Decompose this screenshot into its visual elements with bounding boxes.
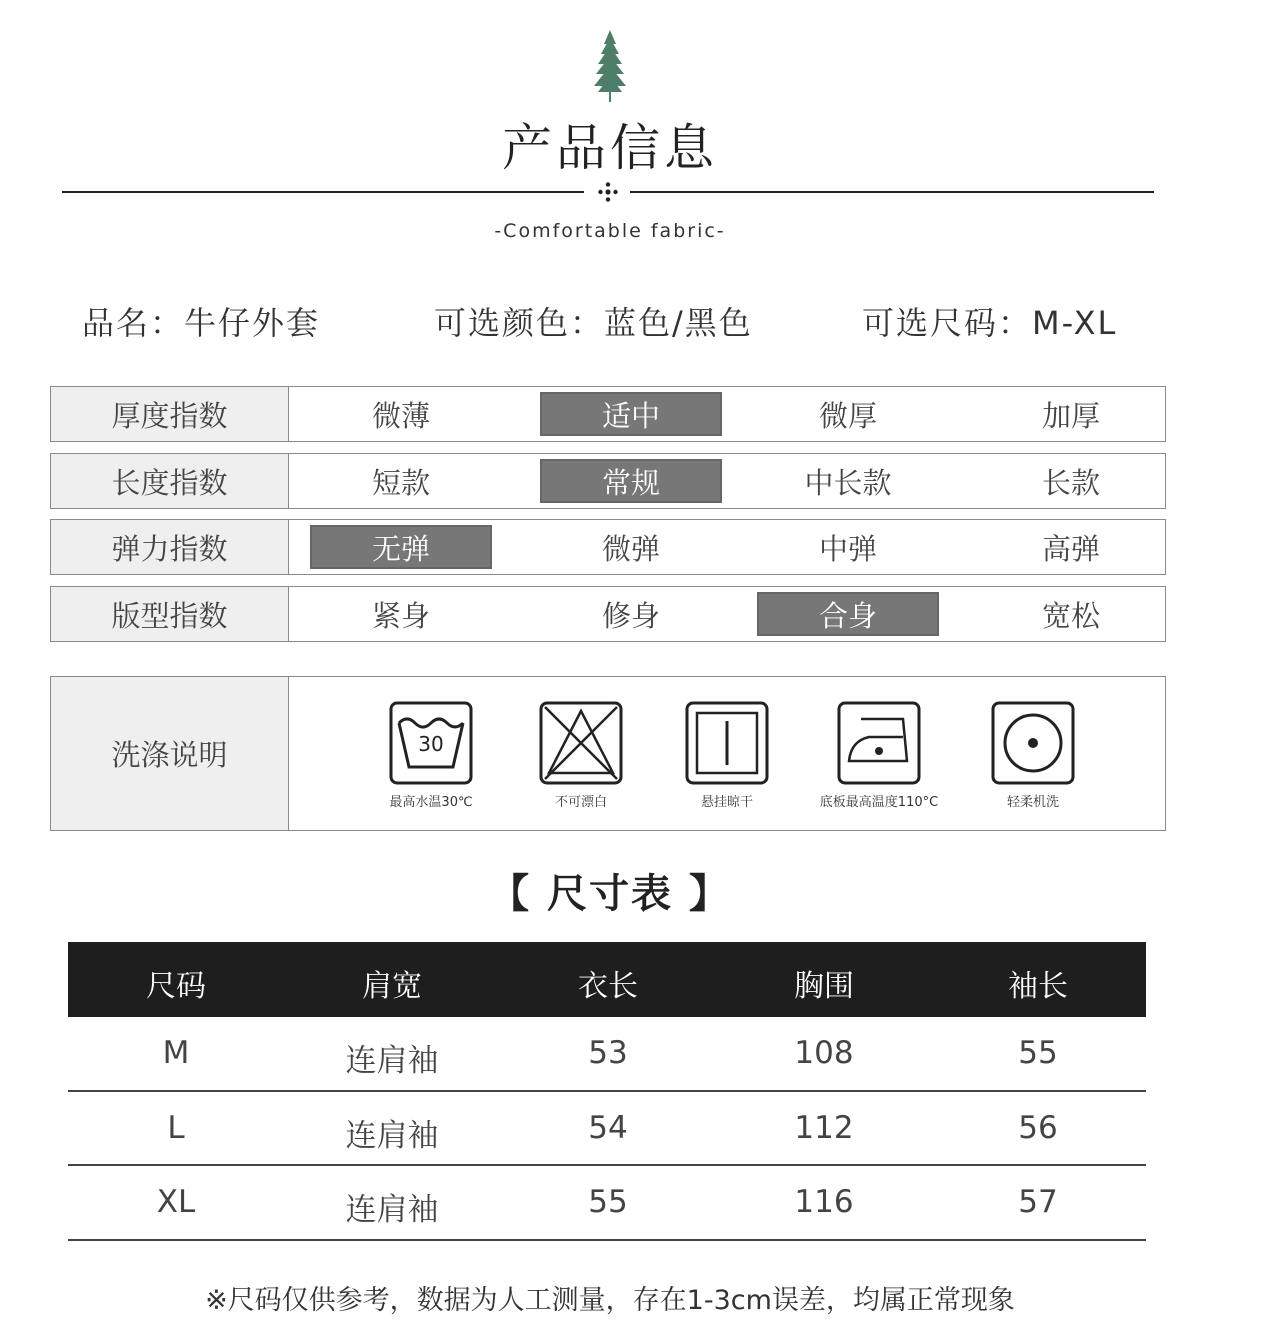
table-cell: 连肩袖: [345, 1043, 439, 1079]
diamond-ornament-icon: [596, 180, 620, 204]
wash-item: [963, 701, 1103, 810]
svg-text:30: 30: [418, 732, 444, 756]
iron-icon: [837, 701, 921, 785]
page-subtitle: -Comfortable fabric-: [494, 220, 726, 242]
table-row: [68, 1017, 1146, 1091]
index-option: 高弹: [1041, 531, 1100, 566]
index-option-selected: 合身: [757, 592, 939, 636]
product-name: 品名：牛仔外套: [82, 304, 321, 342]
index-option: 紧身: [371, 598, 430, 633]
index-option-selected: 无弹: [310, 525, 492, 569]
divider-line-left: [62, 191, 584, 193]
index-label: 长度指数: [51, 454, 289, 508]
divider-line-right: [630, 191, 1154, 193]
length-index-row: [50, 453, 1166, 509]
elasticity-index-row: [50, 519, 1166, 575]
wash-item: [361, 701, 501, 810]
table-cell: 57: [1018, 1184, 1058, 1220]
table-cell: 54: [588, 1110, 628, 1146]
product-sizes: 可选尺码：M-XL: [862, 304, 1118, 342]
wash-caption: 悬挂晾干: [700, 795, 753, 810]
index-option: 修身: [601, 598, 660, 633]
wash-caption: 不可漂白: [554, 795, 607, 810]
hang-dry-icon: [685, 701, 769, 785]
index-option: 微薄: [371, 398, 430, 433]
index-label: 弹力指数: [51, 520, 289, 574]
header-cell: 肩宽: [362, 969, 422, 1004]
table-cell: M: [162, 1035, 190, 1071]
fit-index-row: [50, 586, 1166, 642]
wash-item: [809, 701, 949, 810]
table-cell: 108: [794, 1035, 854, 1071]
wash-caption: 最高水温30℃: [389, 795, 473, 810]
size-table-title: 【 尺寸表 】: [489, 871, 731, 917]
wash-30-icon: [389, 701, 473, 785]
tree-icon: [588, 28, 632, 104]
size-table-header: [68, 942, 1146, 1017]
table-cell: 56: [1018, 1110, 1058, 1146]
index-option: 中弹: [818, 531, 877, 566]
page-title: 产品信息: [502, 119, 718, 177]
header-cell: 尺码: [146, 969, 206, 1004]
table-cell: 116: [794, 1184, 854, 1220]
index-option-selected: 常规: [540, 459, 722, 503]
header-cell: 衣长: [578, 969, 638, 1004]
wash-instructions: [50, 676, 1166, 831]
wash-caption: 底板最高温度110°C: [819, 795, 939, 810]
index-label: 厚度指数: [51, 387, 289, 441]
no-bleach-icon: [539, 701, 623, 785]
gentle-machine-wash-icon: [991, 701, 1075, 785]
index-option-selected: 适中: [540, 392, 722, 436]
thickness-index-row: [50, 386, 1166, 442]
index-option: 微弹: [601, 531, 660, 566]
index-option: 微厚: [818, 398, 877, 433]
index-option: 长款: [1041, 465, 1100, 500]
table-cell: 连肩袖: [345, 1118, 439, 1154]
wash-label: 洗涤说明: [51, 677, 289, 830]
wash-item: [511, 701, 651, 810]
product-colors: 可选颜色：蓝色/黑色: [434, 304, 753, 342]
index-option: 宽松: [1041, 598, 1100, 633]
table-cell: 55: [588, 1184, 628, 1220]
header-cell: 胸围: [794, 969, 854, 1004]
table-cell: 55: [1018, 1035, 1058, 1071]
wash-caption: 轻柔机洗: [1006, 795, 1059, 810]
table-cell: L: [167, 1110, 185, 1146]
table-cell: XL: [156, 1184, 196, 1220]
index-option: 加厚: [1041, 398, 1100, 433]
table-row: [68, 1166, 1146, 1240]
index-option: 中长款: [804, 465, 892, 500]
row-divider: [68, 1239, 1146, 1241]
table-cell: 112: [794, 1110, 854, 1146]
table-cell: 连肩袖: [345, 1192, 439, 1228]
index-option: 短款: [371, 465, 430, 500]
table-cell: 53: [588, 1035, 628, 1071]
table-row: [68, 1092, 1146, 1166]
footnote: ※尺码仅供参考，数据为人工测量，存在1-3cm误差，均属正常现象: [205, 1285, 1015, 1316]
header-cell: 袖长: [1008, 969, 1068, 1004]
wash-item: [657, 701, 797, 810]
index-label: 版型指数: [51, 587, 289, 641]
